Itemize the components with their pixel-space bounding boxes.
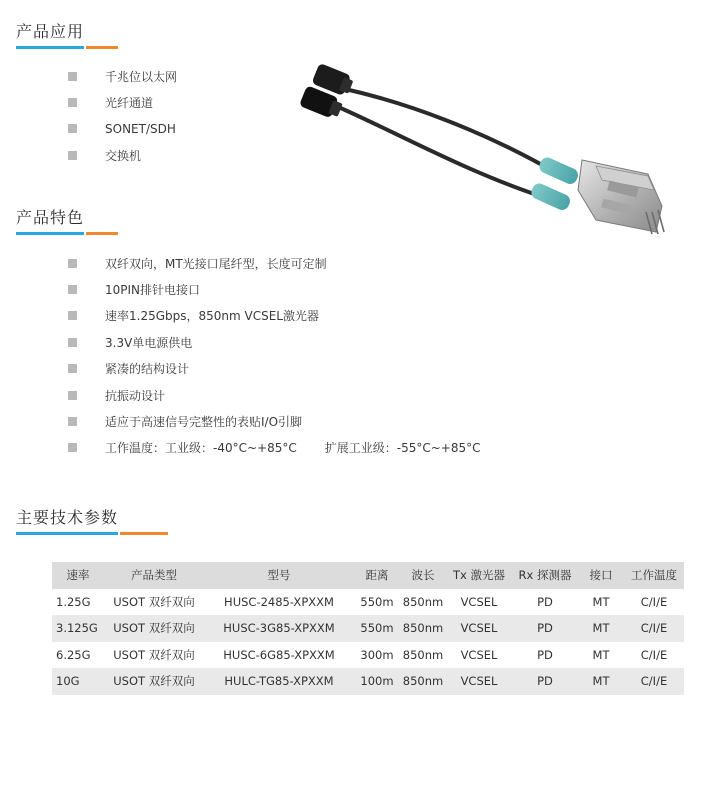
table-cell: 850nm xyxy=(402,647,444,662)
column-header: 型号 xyxy=(204,562,354,589)
table-row xyxy=(52,589,684,616)
section-title: 产品应用 xyxy=(16,22,85,41)
square-bullet-icon xyxy=(68,259,77,268)
column-header: Tx 激光器 xyxy=(446,562,512,589)
list-item-label: 双纤双向，MT光接口尾纤型，长度可定制 xyxy=(105,256,327,271)
table-cell: 550m xyxy=(360,594,394,609)
table-cell: VCSEL xyxy=(446,668,512,695)
column-header: 速率 xyxy=(52,562,104,589)
table-cell: PD xyxy=(537,647,553,662)
table-cell: MT xyxy=(592,594,610,609)
table-cell: HULC-TG85-XPXXM xyxy=(204,668,354,695)
section-heading-specs xyxy=(16,508,118,535)
table-cell: USOT 双纤双向 xyxy=(113,594,195,609)
column-header: 接口 xyxy=(578,562,624,589)
extended-temp-label: 扩展工业级：-55°C~+85°C xyxy=(324,441,481,456)
table-cell: MT xyxy=(578,668,624,695)
applications-list xyxy=(68,63,177,169)
square-bullet-icon xyxy=(68,285,77,294)
table-cell: 300m xyxy=(360,647,394,662)
square-bullet-icon xyxy=(68,311,77,320)
list-item-label: 3.3V单电源供电 xyxy=(105,335,193,350)
list-item-label: 千兆位以太网 xyxy=(105,69,178,84)
list-item xyxy=(68,329,481,355)
table-cell: 10G xyxy=(52,668,104,695)
heading-underline xyxy=(16,46,84,49)
table-cell: C/I/E xyxy=(640,594,668,609)
table-cell: 550m xyxy=(354,615,400,642)
list-item xyxy=(68,250,481,276)
list-item xyxy=(68,63,177,89)
list-item xyxy=(68,435,481,461)
specs-table xyxy=(52,562,684,695)
square-bullet-icon xyxy=(68,338,77,347)
table-cell: 1.25G xyxy=(56,594,91,609)
table-cell: 850nm xyxy=(402,594,444,609)
table-cell: 3.125G xyxy=(52,615,104,642)
underline-blue xyxy=(16,46,84,49)
square-bullet-icon xyxy=(68,72,77,81)
underline-orange xyxy=(86,232,118,235)
square-bullet-icon xyxy=(68,98,77,107)
list-item-label: 速率1.25Gbps，850nm VCSEL激光器 xyxy=(105,309,319,324)
square-bullet-icon xyxy=(68,391,77,400)
table-row xyxy=(52,668,684,695)
table-cell: VCSEL xyxy=(446,615,512,642)
underline-orange xyxy=(120,532,168,535)
square-bullet-icon xyxy=(68,151,77,160)
column-header: 产品类型 xyxy=(104,562,204,589)
list-item xyxy=(68,89,177,115)
section-heading-features xyxy=(16,208,84,235)
heading-underline xyxy=(16,532,118,535)
table-row xyxy=(52,615,684,642)
table-cell: PD xyxy=(512,668,578,695)
list-item-label: 交换机 xyxy=(105,148,142,163)
list-item-label: 工作温度：工业级：-40°C~+85°C xyxy=(105,441,297,456)
transceiver-product-image xyxy=(296,62,672,240)
table-cell: HUSC-3G85-XPXXM xyxy=(204,615,354,642)
table-header-row xyxy=(52,562,684,589)
table-cell: PD xyxy=(512,615,578,642)
underline-blue xyxy=(16,532,118,535)
section-title: 主要技术参数 xyxy=(16,508,119,527)
table-cell: VCSEL xyxy=(460,594,498,609)
section-heading-applications xyxy=(16,22,84,49)
list-item xyxy=(68,303,481,329)
table-cell: USOT 双纤双向 xyxy=(113,647,195,662)
table-cell: VCSEL xyxy=(460,647,498,662)
table-cell: USOT 双纤双向 xyxy=(104,668,204,695)
column-header: Rx 探测器 xyxy=(512,562,578,589)
table-cell: HUSC-2485-XPXXM xyxy=(224,594,334,609)
table-cell: 850nm xyxy=(400,615,446,642)
list-item xyxy=(68,382,481,408)
list-item xyxy=(68,116,177,142)
table-cell: USOT 双纤双向 xyxy=(104,615,204,642)
table-cell: MT xyxy=(578,615,624,642)
table-cell: 850nm xyxy=(400,668,446,695)
table-cell: C/I/E xyxy=(624,615,684,642)
square-bullet-icon xyxy=(68,443,77,452)
table-cell: C/I/E xyxy=(624,668,684,695)
column-header: 工作温度 xyxy=(624,562,684,589)
list-item-label: 光纤通道 xyxy=(105,96,154,111)
list-item-label: SONET/SDH xyxy=(105,121,176,136)
features-list xyxy=(68,250,481,461)
table-row xyxy=(52,642,684,669)
table-cell: 6.25G xyxy=(56,647,91,662)
list-item-label: 抗振动设计 xyxy=(105,388,166,403)
table-cell: HUSC-6G85-XPXXM xyxy=(223,647,335,662)
column-header: 波长 xyxy=(400,562,446,589)
table-cell: 100m xyxy=(354,668,400,695)
heading-underline xyxy=(16,232,84,235)
underline-blue xyxy=(16,232,84,235)
list-item xyxy=(68,408,481,434)
square-bullet-icon xyxy=(68,364,77,373)
list-item-label: 适应于高速信号完整性的表贴I/O引脚 xyxy=(105,415,303,430)
list-item-label: 紧凑的结构设计 xyxy=(105,362,190,377)
list-item-label: 10PIN排针电接口 xyxy=(105,283,201,298)
table-cell: C/I/E xyxy=(640,647,668,662)
list-item xyxy=(68,142,177,168)
section-title: 产品特色 xyxy=(16,208,85,227)
square-bullet-icon xyxy=(68,124,77,133)
table-cell: MT xyxy=(592,647,610,662)
table-cell: PD xyxy=(537,594,553,609)
square-bullet-icon xyxy=(68,417,77,426)
underline-orange xyxy=(86,46,118,49)
column-header: 距离 xyxy=(354,562,400,589)
list-item xyxy=(68,356,481,382)
list-item xyxy=(68,276,481,302)
